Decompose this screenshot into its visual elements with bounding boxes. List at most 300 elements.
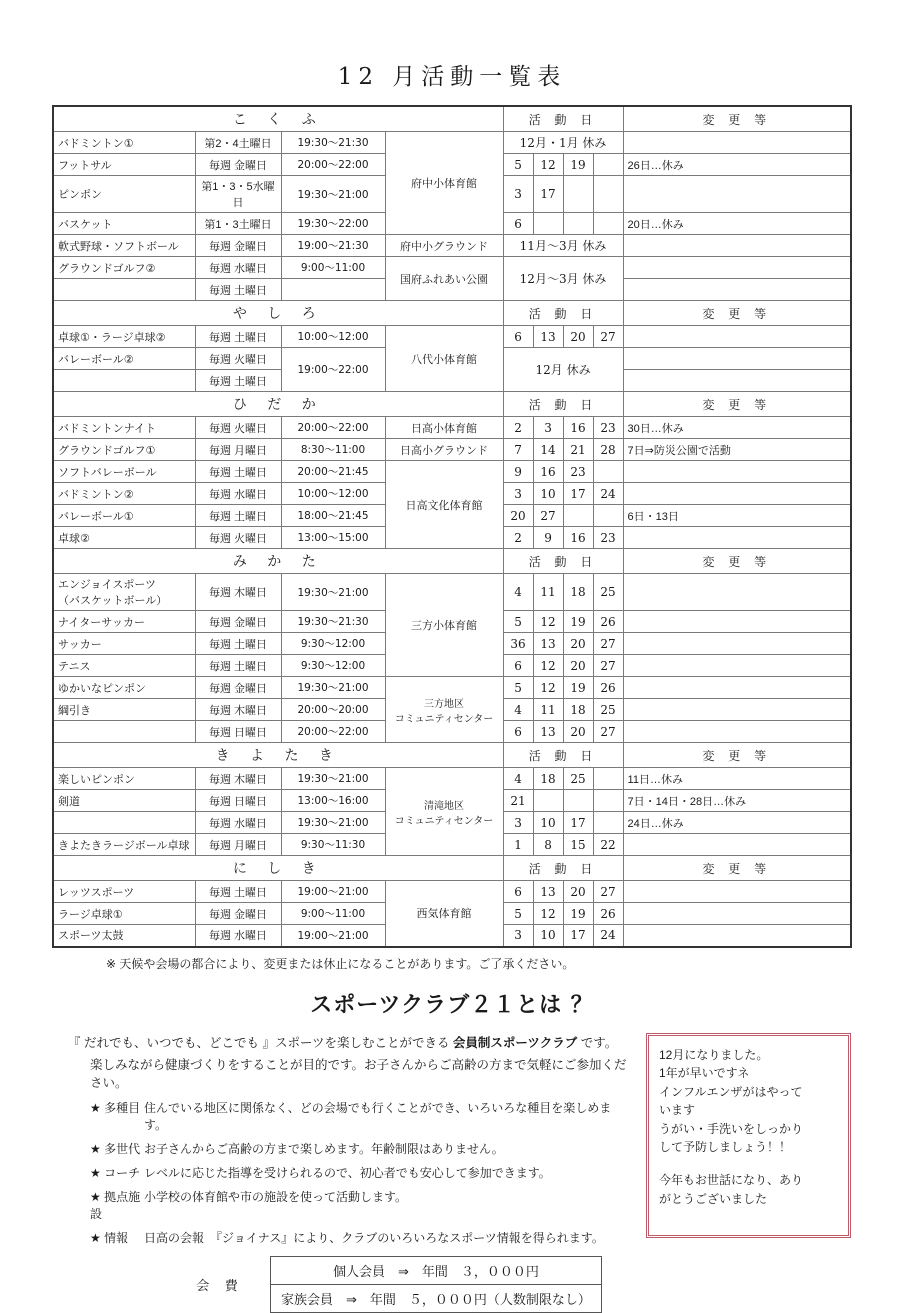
club-point-item: [52, 1229, 632, 1246]
activity-date: 3: [503, 483, 533, 505]
activity-day-of-week: 毎週 土曜日: [195, 461, 281, 483]
club-point-desc: お子さんからご高齢の方まで楽しめます。年齢制限はありません。: [144, 1141, 504, 1156]
club-point-desc: 小学校の体育館や市の施設を使って活動します。: [144, 1189, 408, 1204]
activity-date: [593, 461, 623, 483]
activity-date: [533, 213, 563, 235]
activity-time: 19:30～21:00: [281, 574, 385, 611]
club-point-item: [52, 1164, 632, 1181]
activity-name: バドミントン①: [53, 132, 195, 154]
activity-change-note: [623, 633, 851, 655]
activity-date: 7: [503, 439, 533, 461]
memo-line: います: [659, 1103, 696, 1118]
activity-change-note: [623, 279, 851, 301]
activity-date: 26: [593, 677, 623, 699]
activity-name: サッカー: [53, 633, 195, 655]
schedule-table: [52, 105, 852, 948]
activity-day-of-week: 毎週 木曜日: [195, 574, 281, 611]
activity-name: バドミントン②: [53, 483, 195, 505]
activity-date: [593, 768, 623, 790]
activity-date: [593, 812, 623, 834]
memo-line: 今年もお世話になり、あり: [659, 1173, 804, 1188]
activity-date: 27: [593, 721, 623, 743]
activity-name: バレーボール②: [53, 348, 195, 370]
activity-date: 12: [533, 677, 563, 699]
activity-date: 6: [503, 213, 533, 235]
activity-date: 9: [533, 527, 563, 549]
activity-time: [281, 279, 385, 301]
activity-name: バドミントンナイト: [53, 417, 195, 439]
activity-date: [593, 154, 623, 176]
section-name: に し き: [53, 856, 503, 881]
activity-day-of-week: 毎週 土曜日: [195, 655, 281, 677]
club-title: スポーツクラブ２１とは ？: [310, 992, 594, 1018]
activity-change-note: 20日…休み: [623, 213, 851, 235]
activity-name: ソフトバレーボール: [53, 461, 195, 483]
activity-time: 19:30～21:00: [281, 812, 385, 834]
activity-day-of-week: 毎週 水曜日: [195, 812, 281, 834]
table-row: [53, 257, 851, 279]
activity-time: 9:30～12:00: [281, 633, 385, 655]
activity-date: [593, 505, 623, 527]
activity-date: 4: [503, 574, 533, 611]
column-header-change: 変 更 等: [623, 856, 851, 881]
activity-dates-note: 12月～3月 休み: [503, 257, 623, 301]
activity-date: 6: [503, 326, 533, 348]
club-point-label: ★ 拠点施設: [90, 1189, 141, 1221]
activity-day-of-week: 第2・4土曜日: [195, 132, 281, 154]
table-row: [53, 574, 851, 611]
table-row: [53, 677, 851, 699]
memo-line: インフルエンザがはやって: [659, 1084, 803, 1099]
activity-date: 21: [503, 790, 533, 812]
table-row: [53, 326, 851, 348]
club-point-item: [52, 1140, 632, 1157]
activity-name: 綱引き: [53, 699, 195, 721]
activity-change-note: [623, 370, 851, 392]
activity-day-of-week: 毎週 土曜日: [195, 279, 281, 301]
activity-date: 27: [593, 881, 623, 903]
activity-date: 17: [563, 812, 593, 834]
footnote: ※ 天候や会場の都合により、変更または休止になることがあります。ご了承ください。: [106, 956, 575, 971]
club-point-desc: 日高の会報 『ジョイナス』により、クラブのいろいろなスポーツ情報を得られます。: [144, 1230, 604, 1245]
activity-time: 20:00～22:00: [281, 154, 385, 176]
activity-time: 13:00～16:00: [281, 790, 385, 812]
activity-name: グラウンドゴルフ①: [53, 439, 195, 461]
activity-date: 19: [563, 154, 593, 176]
column-header-change: 変 更 等: [623, 743, 851, 768]
memo-box: [646, 1033, 851, 1238]
section-name: み か た: [53, 549, 503, 574]
activity-time: 13:00～15:00: [281, 527, 385, 549]
intro-post: です。: [577, 1035, 618, 1050]
activity-change-note: 7日・14日・28日…休み: [623, 790, 851, 812]
activity-change-note: [623, 348, 851, 370]
activity-change-note: [623, 461, 851, 483]
activity-date: 23: [563, 461, 593, 483]
activity-date: 4: [503, 768, 533, 790]
column-header-activity-day: 活 動 日: [503, 856, 623, 881]
memo-line: うがい・手洗いをしっかり: [659, 1121, 804, 1136]
activity-change-note: 24日…休み: [623, 812, 851, 834]
activity-place: 国府ふれあい公園: [385, 257, 503, 301]
activity-time: 20:00～21:45: [281, 461, 385, 483]
activity-date: 6: [503, 721, 533, 743]
activity-name: テニス: [53, 655, 195, 677]
activity-change-note: [623, 483, 851, 505]
activity-name: 楽しいピンポン: [53, 768, 195, 790]
intro-bold: 会員制スポーツクラブ: [452, 1035, 578, 1050]
activity-name: エンジョイスポーツ （バスケットボール）: [53, 574, 195, 611]
activity-date: [593, 790, 623, 812]
activity-date: 27: [593, 633, 623, 655]
memo-line: して予防しましょう！！: [659, 1140, 792, 1155]
club-point-desc: 住んでいる地区に関係なく、どの会場でも行くことができ、いろいろな種目を楽しめます。: [144, 1100, 612, 1132]
activity-day-of-week: 毎週 金曜日: [195, 154, 281, 176]
activity-date: 36: [503, 633, 533, 655]
activity-date: 13: [533, 326, 563, 348]
activity-date: 11: [533, 699, 563, 721]
memo-line: 1年が早いですネ: [659, 1066, 750, 1081]
activity-name: ラージ卓球①: [53, 903, 195, 925]
activity-name: フットサル: [53, 154, 195, 176]
activity-date: 18: [563, 699, 593, 721]
activity-date: 11: [533, 574, 563, 611]
table-row: [53, 881, 851, 903]
activity-date: 25: [563, 768, 593, 790]
activity-date: 4: [503, 699, 533, 721]
activity-change-note: 11日…休み: [623, 768, 851, 790]
activity-time: 19:30～21:00: [281, 176, 385, 213]
activity-date: 15: [563, 834, 593, 856]
intro-pre: 『 だれでも、いつでも、どこでも 』スポーツを楽しむことができる: [68, 1035, 453, 1050]
activity-date: 20: [503, 505, 533, 527]
section-name: や し ろ: [53, 301, 503, 326]
activity-date: 23: [593, 417, 623, 439]
activity-date: 13: [533, 721, 563, 743]
column-header-activity-day: 活 動 日: [503, 301, 623, 326]
fee-table: [170, 1256, 602, 1313]
activity-date: 13: [533, 881, 563, 903]
activity-date: 16: [533, 461, 563, 483]
activity-date: 27: [593, 655, 623, 677]
activity-date: 20: [563, 721, 593, 743]
column-header-activity-day: 活 動 日: [503, 549, 623, 574]
activity-day-of-week: 毎週 土曜日: [195, 633, 281, 655]
club-point-item: [52, 1099, 632, 1133]
activity-day-of-week: 毎週 木曜日: [195, 699, 281, 721]
activity-date: 28: [593, 439, 623, 461]
activity-time: 19:00～22:00: [281, 348, 385, 392]
section-name: こ く ふ: [53, 106, 503, 132]
activity-change-note: [623, 699, 851, 721]
activity-date: [533, 790, 563, 812]
activity-day-of-week: 毎週 月曜日: [195, 439, 281, 461]
table-row: [53, 439, 851, 461]
activity-change-note: [623, 176, 851, 213]
activity-place: 日高文化体育館: [385, 461, 503, 549]
activity-day-of-week: 毎週 日曜日: [195, 721, 281, 743]
activity-change-note: [623, 655, 851, 677]
activity-time: 8:30～11:00: [281, 439, 385, 461]
activity-dates-note: 12月・1月 休み: [503, 132, 623, 154]
activity-date: 1: [503, 834, 533, 856]
activity-time: 9:00～11:00: [281, 903, 385, 925]
activity-date: [593, 213, 623, 235]
activity-time: 19:30～21:30: [281, 132, 385, 154]
section-header: [53, 301, 851, 326]
activity-date: 6: [503, 881, 533, 903]
activity-date: 16: [563, 417, 593, 439]
activity-date: 5: [503, 611, 533, 633]
activity-date: 17: [533, 176, 563, 213]
activity-day-of-week: 毎週 木曜日: [195, 768, 281, 790]
activity-date: 12: [533, 611, 563, 633]
intro-line-1: [68, 1033, 632, 1051]
activity-time: 9:30～11:30: [281, 834, 385, 856]
activity-dates-note: 12月 休み: [503, 348, 623, 392]
club-point-label: ★ 多世代: [90, 1141, 141, 1156]
fee-row-individual: 個人会員 ⇒ 年間 ３，０００円: [271, 1256, 602, 1284]
activity-date: 24: [593, 483, 623, 505]
activity-date: 24: [593, 925, 623, 947]
section-name: き よ た き: [53, 743, 503, 768]
activity-time: 19:30～21:30: [281, 611, 385, 633]
club-description: [52, 1031, 632, 1313]
activity-change-note: [623, 527, 851, 549]
section-header: [53, 106, 851, 132]
activity-date: 21: [563, 439, 593, 461]
activity-change-note: [623, 925, 851, 947]
page-title: 12 月活動一覧表: [337, 64, 567, 90]
activity-change-note: 6日・13日: [623, 505, 851, 527]
activity-date: 2: [503, 417, 533, 439]
activity-name: きよたきラージボール卓球: [53, 834, 195, 856]
activity-date: 14: [533, 439, 563, 461]
activity-day-of-week: 毎週 金曜日: [195, 903, 281, 925]
activity-time: 20:00～20:00: [281, 699, 385, 721]
activity-change-note: [623, 881, 851, 903]
section-header: [53, 743, 851, 768]
activity-place: 府中小グラウンド: [385, 235, 503, 257]
activity-name: 卓球②: [53, 527, 195, 549]
column-header-activity-day: 活 動 日: [503, 743, 623, 768]
activity-date: 25: [593, 574, 623, 611]
activity-time: 9:00～11:00: [281, 257, 385, 279]
club-point-desc: レベルに応じた指導を受けられるので、初心者でも安心して参加できます。: [144, 1165, 551, 1180]
activity-day-of-week: 毎週 火曜日: [195, 417, 281, 439]
activity-day-of-week: 毎週 火曜日: [195, 348, 281, 370]
activity-name: グラウンドゴルフ②: [53, 257, 195, 279]
fee-label: 会 費: [196, 1277, 244, 1293]
activity-name: [53, 370, 195, 392]
activity-date: 3: [503, 925, 533, 947]
activity-day-of-week: 毎週 土曜日: [195, 326, 281, 348]
column-header-change: 変 更 等: [623, 392, 851, 417]
column-header-change: 変 更 等: [623, 301, 851, 326]
activity-place: 八代小体育館: [385, 326, 503, 392]
activity-dates-note: 11月～3月 休み: [503, 235, 623, 257]
activity-change-note: [623, 834, 851, 856]
activity-date: 5: [503, 154, 533, 176]
activity-date: 27: [533, 505, 563, 527]
table-row: [53, 461, 851, 483]
activity-name: バレーボール①: [53, 505, 195, 527]
activity-change-note: [623, 721, 851, 743]
activity-name: スポーツ太鼓: [53, 925, 195, 947]
activity-name: [53, 721, 195, 743]
activity-day-of-week: 毎週 水曜日: [195, 483, 281, 505]
activity-name: [53, 812, 195, 834]
activity-date: 10: [533, 483, 563, 505]
activity-day-of-week: 毎週 金曜日: [195, 677, 281, 699]
activity-time: 19:30～22:00: [281, 213, 385, 235]
activity-date: 12: [533, 655, 563, 677]
section-header: [53, 856, 851, 881]
activity-date: 12: [533, 154, 563, 176]
activity-date: 17: [563, 483, 593, 505]
activity-time: 19:00～21:30: [281, 235, 385, 257]
activity-name: 軟式野球・ソフトボール: [53, 235, 195, 257]
activity-date: 20: [563, 655, 593, 677]
lower-section: [52, 1031, 852, 1313]
activity-date: 27: [593, 326, 623, 348]
activity-change-note: [623, 903, 851, 925]
activity-date: 18: [533, 768, 563, 790]
activity-day-of-week: 毎週 日曜日: [195, 790, 281, 812]
activity-date: 3: [503, 812, 533, 834]
activity-date: 26: [593, 611, 623, 633]
club-point-item: [52, 1188, 632, 1222]
section-header: [53, 392, 851, 417]
section-name: ひ だ か: [53, 392, 503, 417]
activity-change-note: [623, 257, 851, 279]
activity-day-of-week: 毎週 土曜日: [195, 505, 281, 527]
activity-day-of-week: 毎週 水曜日: [195, 925, 281, 947]
activity-date: 22: [593, 834, 623, 856]
activity-change-note: [623, 132, 851, 154]
activity-time: 9:30～12:00: [281, 655, 385, 677]
activity-day-of-week: 毎週 金曜日: [195, 611, 281, 633]
activity-date: 26: [593, 903, 623, 925]
section-header: [53, 549, 851, 574]
activity-place: 府中小体育館: [385, 132, 503, 235]
activity-name: 卓球①・ラージ卓球②: [53, 326, 195, 348]
activity-day-of-week: 第1・3・5水曜日: [195, 176, 281, 213]
activity-date: 20: [563, 326, 593, 348]
activity-change-note: [623, 326, 851, 348]
activity-time: 20:00～22:00: [281, 417, 385, 439]
activity-place: 日高小グラウンド: [385, 439, 503, 461]
column-header-change: 変 更 等: [623, 549, 851, 574]
activity-change-note: [623, 574, 851, 611]
table-row: [53, 768, 851, 790]
activity-time: 10:00～12:00: [281, 483, 385, 505]
activity-date: 18: [563, 574, 593, 611]
activity-date: 25: [593, 699, 623, 721]
table-row: [53, 417, 851, 439]
activity-change-note: 7日⇒防災公園で活動: [623, 439, 851, 461]
club-point-label: ★ 情報: [90, 1230, 129, 1245]
activity-name: バスケット: [53, 213, 195, 235]
activity-time: 20:00～22:00: [281, 721, 385, 743]
activity-name: [53, 279, 195, 301]
activity-time: 19:30～21:00: [281, 768, 385, 790]
activity-date: 20: [563, 633, 593, 655]
activity-day-of-week: 毎週 水曜日: [195, 257, 281, 279]
activity-time: 19:00～21:00: [281, 925, 385, 947]
activity-place: 日高小体育館: [385, 417, 503, 439]
activity-date: 16: [563, 527, 593, 549]
activity-date: 19: [563, 611, 593, 633]
activity-date: [563, 790, 593, 812]
activity-time: 10:00～12:00: [281, 326, 385, 348]
activity-day-of-week: 毎週 火曜日: [195, 527, 281, 549]
activity-name: ゆかいなピンポン: [53, 677, 195, 699]
activity-name: ピンポン: [53, 176, 195, 213]
activity-date: 19: [563, 903, 593, 925]
club-points-list: [52, 1099, 632, 1246]
activity-change-note: 30日…休み: [623, 417, 851, 439]
activity-day-of-week: 毎週 土曜日: [195, 370, 281, 392]
activity-date: [563, 176, 593, 213]
activity-time: 19:30～21:00: [281, 677, 385, 699]
activity-place: 西気体育館: [385, 881, 503, 947]
activity-day-of-week: 毎週 金曜日: [195, 235, 281, 257]
activity-change-note: 26日…休み: [623, 154, 851, 176]
activity-date: 13: [533, 633, 563, 655]
activity-date: 20: [563, 881, 593, 903]
club-point-label: ★ コーチ: [90, 1165, 141, 1180]
activity-day-of-week: 毎週 月曜日: [195, 834, 281, 856]
activity-date: 23: [593, 527, 623, 549]
activity-place: 三方小体育館: [385, 574, 503, 677]
column-header-activity-day: 活 動 日: [503, 106, 623, 132]
intro-line-2: 楽しみながら健康づくりをすることが目的です。お子さんからご高齢の方まで気軽にご参加ください。: [90, 1057, 627, 1090]
activity-date: 5: [503, 903, 533, 925]
memo-line: がとうございました: [659, 1191, 768, 1206]
activity-date: 10: [533, 925, 563, 947]
activity-date: [563, 213, 593, 235]
activity-date: 5: [503, 677, 533, 699]
activity-date: 9: [503, 461, 533, 483]
activity-date: 10: [533, 812, 563, 834]
activity-time: 18:00～21:45: [281, 505, 385, 527]
activity-date: [593, 176, 623, 213]
activity-date: [563, 505, 593, 527]
club-point-label: ★ 多種目: [90, 1100, 141, 1115]
activity-date: 17: [563, 925, 593, 947]
activity-place: 清滝地区 コミュニティセンター: [385, 768, 503, 856]
activity-date: 2: [503, 527, 533, 549]
table-row: [53, 235, 851, 257]
memo-line: 12月になりました。: [659, 1047, 769, 1062]
activity-day-of-week: 毎週 土曜日: [195, 881, 281, 903]
activity-change-note: [623, 235, 851, 257]
activity-place: 三方地区 コミュニティセンター: [385, 677, 503, 743]
activity-date: 3: [503, 176, 533, 213]
column-header-change: 変 更 等: [623, 106, 851, 132]
column-header-activity-day: 活 動 日: [503, 392, 623, 417]
activity-date: 12: [533, 903, 563, 925]
activity-name: レッツスポーツ: [53, 881, 195, 903]
table-row: [53, 132, 851, 154]
activity-day-of-week: 第1・3土曜日: [195, 213, 281, 235]
activity-name: 剣道: [53, 790, 195, 812]
activity-date: 6: [503, 655, 533, 677]
activity-change-note: [623, 677, 851, 699]
fee-row-family: 家族会員 ⇒ 年間 ５，０００円（人数制限なし）: [271, 1284, 602, 1312]
activity-date: 19: [563, 677, 593, 699]
